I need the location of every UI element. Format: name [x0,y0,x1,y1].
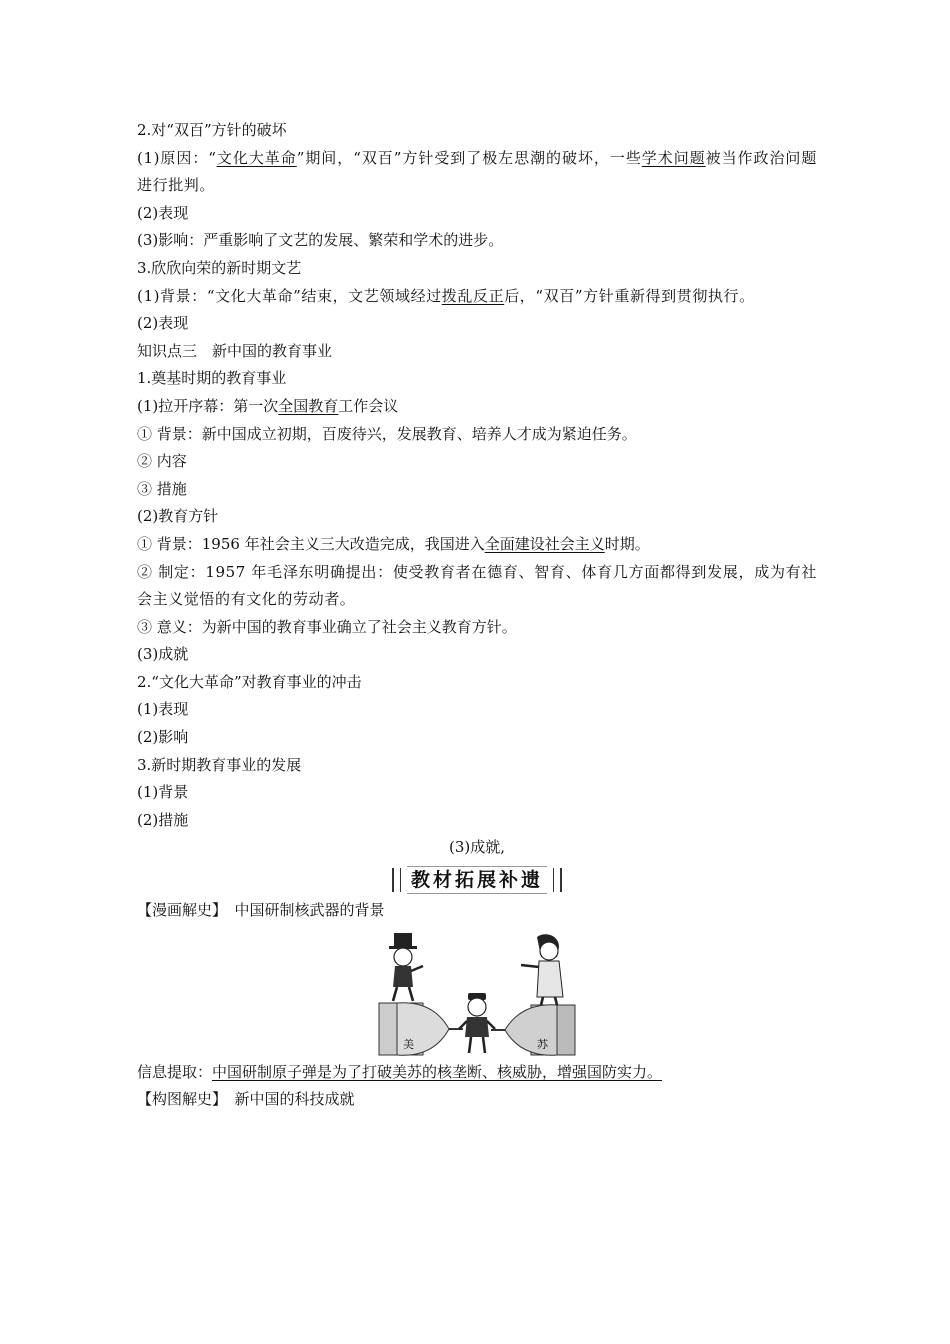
section-2-title: 2.对“双百”方针的破坏 [137,121,287,139]
education-1-achievements: (3)成就 [137,645,189,664]
comic-info [137,1059,817,1087]
underlined-term: 全面建设社会主义 [484,534,605,553]
us-figure [389,933,423,1001]
text: ”期间，“双百”方针受到了极左思潮的破坏，一些 [296,148,642,167]
banner-title: 教材拓展补遗 [407,866,547,894]
text: (1)拉开序幕：第一次 [137,396,279,415]
underlined-term: 文化大革命 [216,148,297,167]
education-policy-background [137,531,817,559]
underlined-term: 学术问题 [641,148,706,167]
education-1-background: ① 背景：新中国成立初期，百废待兴，发展教育、培养人才成为紧迫任务。 [137,424,637,443]
banner-bar-right [560,868,562,892]
text: 被当作政治问题进行批判。 [137,148,817,195]
underlined-term: 全国教育 [278,396,339,415]
education-policy-formulation: ② 制定：1957 年毛泽东明确提出：使受教育者在德育、智育、体育几方面都得到发展，成为有社会主义觉悟的有文化的劳动者。 [137,562,817,609]
banner-frame [386,865,568,895]
section-3-manifestation: (2)表现 [137,314,189,333]
text: 工作会议 [338,396,399,415]
nuclear-cartoon [137,931,817,1057]
underlined-conclusion: 中国研制原子弹是为了打破美苏的核垄断、核威胁，增强国防实力。 [212,1062,663,1081]
education-1-measures: ③ 措施 [137,479,187,498]
section-3-background [137,283,817,311]
education-1-opening [137,393,817,421]
section-2-cause [137,145,817,200]
banner-bar-left-thin [400,868,401,892]
china-figure [459,993,495,1053]
text: ① 背景：1956 年社会主义三大改造完成，我国进入 [137,534,485,553]
text: 后，“双百”方针重新得到贯彻执行。 [504,286,755,305]
education-1-content: ② 内容 [137,452,187,471]
education-3-title: 3.新时期教育事业的发展 [137,755,302,774]
soviet-figure [521,934,563,1005]
underlined-term: 拨乱反正 [441,286,505,305]
document-body [137,117,817,1114]
text: 信息提取： [137,1062,213,1081]
diagram-heading: 【构图解史】 新中国的科技成就 [137,1090,355,1109]
section-banner [137,865,817,895]
education-2-manifestation: (1)表现 [137,700,189,719]
section-2-impact: (3)影响：严重影响了文艺的发展、繁荣和学术的进步。 [137,231,504,250]
knowledge-point-3-title: 知识点三 新中国的教育事业 [137,341,333,360]
banner-bar-right-thin [553,868,554,892]
text: (1)背景：“文化大革命”结束，文艺领域经过 [137,286,442,305]
comic-heading: 【漫画解史】 中国研制核武器的背景 [137,901,385,920]
soviet-label: 苏 [537,1037,548,1051]
education-policy-title: (2)教育方针 [137,507,219,526]
education-policy-significance: ③ 意义：为新中国的教育事业确立了社会主义教育方针。 [137,617,517,636]
education-3-achievements: (3)成就, [448,838,506,857]
soviet-missile [491,1004,575,1055]
section-2-manifestation: (2)表现 [137,203,189,222]
cartoon-drawing [377,931,577,1057]
education-3-background: (1)背景 [137,783,189,802]
education-2-impact: (2)影响 [137,728,189,747]
us-label: 美 [403,1037,414,1051]
text: (1)原因：“ [137,148,217,167]
education-1-title: 1.奠基时期的教育事业 [137,369,287,388]
section-3-title: 3.欣欣向荣的新时期文艺 [137,258,302,277]
education-3-measures: (2)措施 [137,810,189,829]
banner-bar-left [392,868,394,892]
us-missile [379,1002,463,1055]
text: 时期。 [604,534,650,553]
education-2-title: 2.“文化大革命”对教育事业的冲击 [137,672,362,691]
